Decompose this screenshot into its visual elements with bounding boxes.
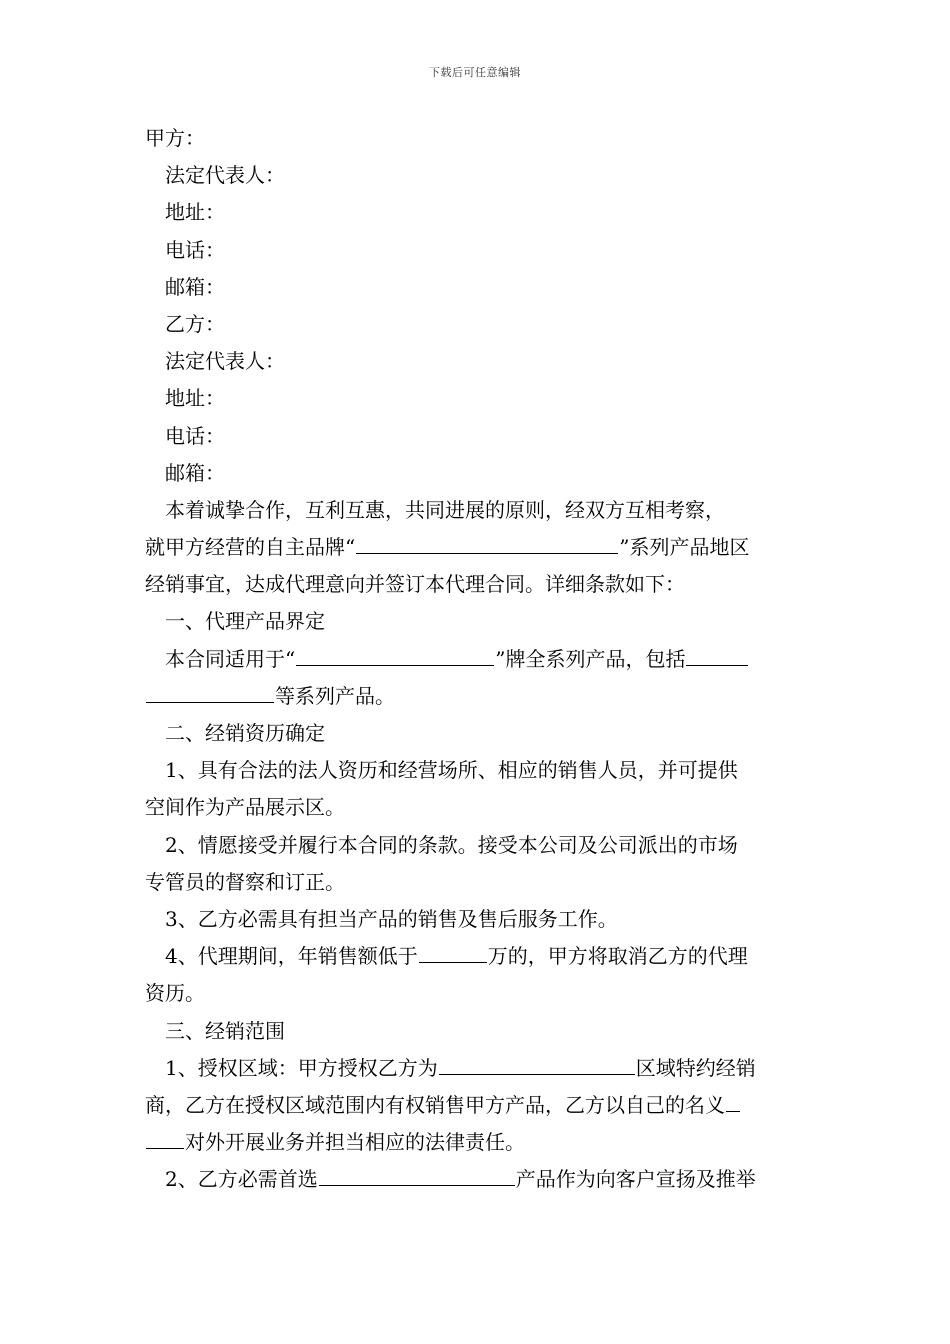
clause-3-1-text-d: 对外开展业务并担当相应的法律责任。 xyxy=(185,1130,525,1155)
clause-3-1-text-a: 1、授权区域：甲方授权乙方为 xyxy=(165,1055,438,1080)
sales-threshold-blank xyxy=(419,940,487,963)
party-b-email: 邮箱： xyxy=(165,460,225,485)
clause-3-1-text-c: 商，乙方在授权区域范围内有权销售甲方产品，乙方以自己的名义 xyxy=(145,1092,725,1117)
party-a-email: 邮箱： xyxy=(165,274,225,299)
section-1-text-b: ”牌全系列产品，包括 xyxy=(495,646,686,671)
section-1-line-1 xyxy=(145,641,807,678)
clause-2-4-text-b: 万的，甲方将取消乙方的代理 xyxy=(487,944,748,969)
clause-3-1-text-b: 区域特约经销 xyxy=(635,1055,756,1080)
section-1-text-a: 本合同适用于“ xyxy=(165,646,296,671)
party-a-address: 地址： xyxy=(165,200,225,225)
clause-2-4-line-1 xyxy=(145,938,807,975)
preamble-line-3: 经销事宜，达成代理意向并签订本代理合同。详细条款如下： xyxy=(145,572,685,597)
clause-2-3: 3、乙方必需具有担当产品的销售及售后服务工作。 xyxy=(165,906,618,931)
name-blank-1 xyxy=(726,1089,740,1112)
name-blank-2 xyxy=(146,1126,184,1149)
section-1-line-2 xyxy=(145,678,807,715)
product-list-blank-2 xyxy=(146,680,274,703)
section-1-heading: 一、代理产品界定 xyxy=(165,609,325,634)
party-a-phone: 电话： xyxy=(165,237,225,262)
product-brand-blank xyxy=(296,643,494,666)
page-header: 下载后可任意编辑 xyxy=(429,66,521,79)
clause-3-2-line-1 xyxy=(145,1161,807,1198)
party-b-address: 地址： xyxy=(165,386,225,411)
clause-3-2-text-b: 产品作为向客户宣扬及推举 xyxy=(515,1167,756,1192)
party-b-legal-rep: 法定代表人： xyxy=(165,349,285,374)
section-3-heading: 三、经销范围 xyxy=(165,1018,285,1043)
clause-2-4-line-2: 资历。 xyxy=(145,981,205,1006)
clause-3-1-line-2 xyxy=(145,1087,807,1124)
clause-2-2-line-1: 2、情愿接受并履行本合同的条款。接受本公司及公司派出的市场 xyxy=(165,832,738,857)
preferred-product-blank xyxy=(319,1163,515,1186)
party-a-label: 甲方： xyxy=(145,126,205,150)
product-list-blank-1 xyxy=(686,643,748,666)
section-2-heading: 二、经销资历确定 xyxy=(165,721,325,745)
clause-2-1-line-2: 空间作为产品展示区。 xyxy=(145,795,345,820)
territory-blank xyxy=(439,1052,635,1075)
party-b-label: 乙方： xyxy=(165,311,225,336)
clause-2-1-line-1: 1、具有合法的法人资历和经营场所、相应的销售人员，并可提供 xyxy=(165,758,738,783)
document-body xyxy=(145,120,807,1198)
section-1-text-c: 等系列产品。 xyxy=(275,683,395,708)
preamble-text-b: ”系列产品地区 xyxy=(619,535,750,560)
party-b-phone: 电话： xyxy=(165,423,225,448)
clause-3-2-text-a: 2、乙方必需首选 xyxy=(165,1167,318,1192)
preamble-line-1: 本着诚挚合作，互利互惠，共同进展的原则，经双方互相考察， xyxy=(165,497,725,522)
clause-3-1-line-3 xyxy=(145,1124,807,1161)
party-a-legal-rep: 法定代表人： xyxy=(165,163,285,188)
brand-blank xyxy=(356,531,618,554)
preamble-text-a: 就甲方经营的自主品牌“ xyxy=(145,535,356,560)
clause-2-4-text-a: 4、代理期间，年销售额低于 xyxy=(165,944,418,969)
clause-3-1-line-1 xyxy=(145,1050,807,1087)
preamble-line-2 xyxy=(145,529,807,566)
clause-2-2-line-2: 专管员的督察和订正。 xyxy=(145,869,345,894)
